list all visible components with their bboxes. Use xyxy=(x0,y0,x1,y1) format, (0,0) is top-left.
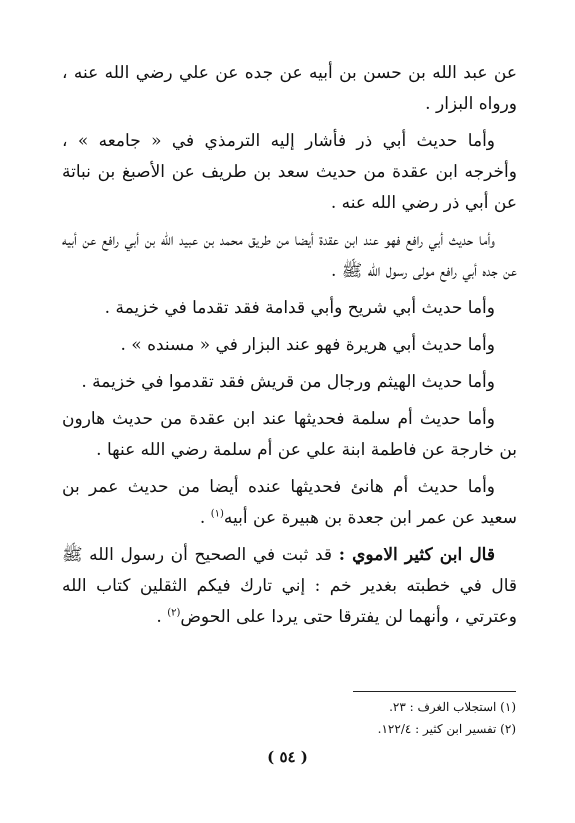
footnote-2: (٢) تفسير ابن كثير : ١٢٢/٤. xyxy=(377,722,516,736)
paragraph-5 xyxy=(62,330,517,361)
paragraph-2 xyxy=(62,126,517,219)
footnote-ref-2[interactable]: (٢) xyxy=(167,607,181,619)
paragraph-6 xyxy=(62,367,517,398)
paragraph-9-lead: قال ابن كثير الاموي : xyxy=(338,545,495,565)
paragraph-9-tail: . xyxy=(156,607,168,627)
paragraph-8 xyxy=(62,472,517,534)
page-body xyxy=(62,58,517,639)
paragraph-1-text: عن عبد الله بن حسن بن أبيه عن جده عن علي رضي الله عنه ، ورواه البزار . xyxy=(62,63,517,114)
paragraph-7-text: وأما حديث أم سلمة فحديثها عند ابن عقدة من حديث هارون بن خارجة عن فاطمة ابنة علي عن أم سلمة رضي الله عنها . xyxy=(62,409,517,460)
paragraph-3-text: وأما حديث أبي رافع فهو عند ابن عقدة أيضا من طريق محمد بن عبيد الله بن أبي رافع عن أبيه عن جده أبي رافع مولى رسول الله ﷺ . xyxy=(62,230,517,281)
footnote-1: (١) استجلاب الغرف : ٢٣. xyxy=(389,700,516,714)
paragraph-7 xyxy=(62,404,517,466)
paragraph-6-text: وأما حديث الهيثم ورجال من قريش فقد تقدموا في خزيمة . xyxy=(81,372,495,392)
footnotes-section xyxy=(250,696,516,740)
paragraph-9 xyxy=(62,540,517,633)
paragraph-9-text: قد ثبت في الصحيح أن رسول الله ﷺ قال في خطبته بغدير خم : إني تارك فيكم الثقلين كتاب الله وعترتي ، وأنهما لن يفترقا حتى يردا على الحوض xyxy=(62,545,517,627)
paragraph-2-text: وأما حديث أبي ذر فأشار إليه الترمذي في « جامعه » ، وأخرجه ابن عقدة من حديث سعد بن طريف عن الأصبغ بن نباتة عن أبي ذر رضي الله عنه . xyxy=(62,131,517,213)
paragraph-8-tail: . xyxy=(199,508,211,528)
paragraph-8-text: وأما حديث أم هانئ فحديثها عنده أيضا من حديث عمر بن سعيد عن عمر ابن جعدة بن هبيرة عن أبيه xyxy=(62,477,517,528)
paragraph-5-text: وأما حديث أبي هريرة فهو عند البزار في « مسنده » . xyxy=(120,335,495,355)
page-number: ( ٥٤ ) xyxy=(267,748,308,766)
paragraph-3 xyxy=(62,225,517,287)
footnote-ref-1[interactable]: (١) xyxy=(210,508,224,520)
paragraph-4 xyxy=(62,293,517,324)
footnote-divider xyxy=(353,691,516,692)
paragraph-1 xyxy=(62,58,517,120)
paragraph-4-text: وأما حديث أبي شريح وأبي قدامة فقد تقدما في خزيمة . xyxy=(104,298,495,318)
